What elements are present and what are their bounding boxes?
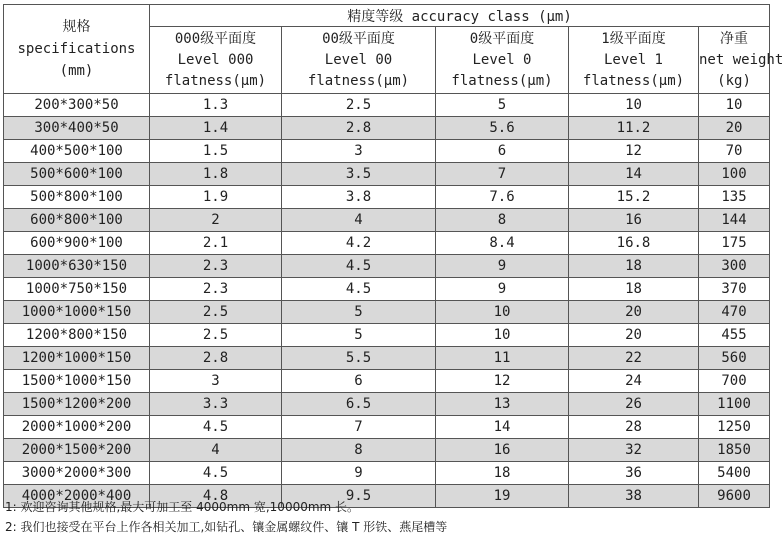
- footnote-1: 1: 欢迎咨询其他规格,最大可加工至 4000mm 宽,10000mm 长。: [5, 500, 360, 514]
- cell-level-000: 1.4: [150, 117, 282, 140]
- table-row: [4, 94, 770, 117]
- cell-level-000: 1.8: [150, 163, 282, 186]
- header-level-00-unit: flatness(μm): [307, 72, 410, 89]
- cell-level-000: 2.5: [150, 324, 282, 347]
- cell-weight: 560: [699, 347, 770, 370]
- cell-spec: 600*800*100: [4, 209, 150, 232]
- cell-spec: 3000*2000*300: [4, 462, 150, 485]
- table-row: [4, 209, 770, 232]
- table-row: [4, 439, 770, 462]
- header-level-000-unit: flatness(μm): [164, 72, 267, 89]
- header-spec-cn: 规格: [62, 19, 91, 35]
- header-weight-cn: 净重: [720, 30, 749, 47]
- cell-level-00: 9: [282, 462, 436, 485]
- table-row: [4, 186, 770, 209]
- table-row: [4, 324, 770, 347]
- header-spec-unit: (mm): [59, 63, 94, 79]
- cell-level-0: 19: [436, 485, 569, 508]
- cell-level-00: 4.2: [282, 232, 436, 255]
- cell-level-1: 12: [569, 140, 699, 163]
- cell-level-0: 5.6: [436, 117, 569, 140]
- table-row: [4, 117, 770, 140]
- header-level-000: [150, 27, 282, 94]
- cell-level-0: 12: [436, 370, 569, 393]
- cell-level-1: 24: [569, 370, 699, 393]
- cell-level-00: 5.5: [282, 347, 436, 370]
- table-row: [4, 462, 770, 485]
- footnote-2: 2: 我们也接受在平台上作各相关加工,如钻孔、镶金属螺纹件、镶 T 形铁、燕尾槽等: [5, 520, 448, 534]
- table-row: [4, 163, 770, 186]
- cell-level-0: 13: [436, 393, 569, 416]
- table-row: [4, 393, 770, 416]
- cell-level-00: 2.5: [282, 94, 436, 117]
- cell-level-000: 4: [150, 439, 282, 462]
- cell-level-000: 1.9: [150, 186, 282, 209]
- cell-level-000: 1.5: [150, 140, 282, 163]
- header-level-00-en: Level 00: [324, 51, 393, 68]
- header-level-000-cn: 000级平面度: [174, 30, 257, 47]
- cell-weight: 1250: [699, 416, 770, 439]
- cell-level-1: 14: [569, 163, 699, 186]
- cell-level-1: 22: [569, 347, 699, 370]
- cell-spec: 600*900*100: [4, 232, 150, 255]
- header-net-weight: [699, 27, 783, 94]
- cell-level-000: 2.5: [150, 301, 282, 324]
- header-level-00: [282, 27, 436, 94]
- header-level-1: [569, 27, 699, 94]
- cell-level-0: 8: [436, 209, 569, 232]
- cell-weight: 1100: [699, 393, 770, 416]
- cell-spec: 4000*2000*400: [4, 485, 150, 508]
- cell-level-1: 11.2: [569, 117, 699, 140]
- cell-level-00: 4.5: [282, 255, 436, 278]
- header-specifications: [4, 5, 150, 94]
- cell-spec: 1200*800*150: [4, 324, 150, 347]
- cell-level-0: 16: [436, 439, 569, 462]
- spec-table: [3, 4, 783, 508]
- header-level-0: [436, 27, 569, 94]
- cell-level-00: 6.5: [282, 393, 436, 416]
- cell-level-0: 10: [436, 301, 569, 324]
- cell-weight: 144: [699, 209, 770, 232]
- header-level-0-en: Level 0: [472, 51, 532, 68]
- cell-level-1: 36: [569, 462, 699, 485]
- cell-level-00: 2.8: [282, 117, 436, 140]
- cell-spec: 1500*1200*200: [4, 393, 150, 416]
- cell-level-1: 20: [569, 324, 699, 347]
- table-row: [4, 278, 770, 301]
- cell-spec: 500*800*100: [4, 186, 150, 209]
- header-accuracy-class: 精度等级 accuracy class (μm): [150, 5, 770, 27]
- cell-weight: 470: [699, 301, 770, 324]
- cell-weight: 135: [699, 186, 770, 209]
- cell-level-000: 4.5: [150, 462, 282, 485]
- cell-level-00: 3.5: [282, 163, 436, 186]
- cell-spec: 1000*1000*150: [4, 301, 150, 324]
- cell-level-1: 16.8: [569, 232, 699, 255]
- cell-spec: 2000*1000*200: [4, 416, 150, 439]
- cell-weight: 9600: [699, 485, 770, 508]
- cell-level-000: 2.3: [150, 255, 282, 278]
- cell-level-00: 5: [282, 324, 436, 347]
- cell-level-00: 8: [282, 439, 436, 462]
- header-level-0-cn: 0级平面度: [469, 30, 535, 47]
- header-weight-unit: (kg): [717, 72, 751, 89]
- cell-level-0: 8.4: [436, 232, 569, 255]
- cell-level-0: 18: [436, 462, 569, 485]
- cell-level-00: 7: [282, 416, 436, 439]
- cell-level-1: 28: [569, 416, 699, 439]
- header-level-000-en: Level 000: [177, 51, 254, 68]
- cell-level-00: 4: [282, 209, 436, 232]
- table-row: [4, 347, 770, 370]
- cell-level-00: 3.8: [282, 186, 436, 209]
- cell-weight: 70: [699, 140, 770, 163]
- header-level-00-cn: 00级平面度: [322, 30, 395, 47]
- cell-weight: 20: [699, 117, 770, 140]
- cell-level-000: 2.8: [150, 347, 282, 370]
- cell-spec: 2000*1500*200: [4, 439, 150, 462]
- cell-level-000: 4.5: [150, 416, 282, 439]
- spec-table-container: [3, 4, 783, 508]
- cell-level-000: 3: [150, 370, 282, 393]
- cell-level-0: 7: [436, 163, 569, 186]
- cell-weight: 10: [699, 94, 770, 117]
- cell-weight: 100: [699, 163, 770, 186]
- cell-weight: 370: [699, 278, 770, 301]
- cell-level-00: 5: [282, 301, 436, 324]
- cell-spec: 1200*1000*150: [4, 347, 150, 370]
- cell-level-000: 1.3: [150, 94, 282, 117]
- cell-level-00: 6: [282, 370, 436, 393]
- footnotes: [5, 497, 447, 537]
- cell-level-1: 18: [569, 255, 699, 278]
- cell-weight: 455: [699, 324, 770, 347]
- cell-level-1: 38: [569, 485, 699, 508]
- cell-level-000: 2.3: [150, 278, 282, 301]
- cell-level-00: 4.5: [282, 278, 436, 301]
- cell-level-00: 9.5: [282, 485, 436, 508]
- cell-level-1: 26: [569, 393, 699, 416]
- cell-weight: 5400: [699, 462, 770, 485]
- cell-level-0: 9: [436, 255, 569, 278]
- cell-spec: 200*300*50: [4, 94, 150, 117]
- header-level-1-en: Level 1: [603, 51, 663, 68]
- cell-weight: 700: [699, 370, 770, 393]
- header-spec-en: specifications: [17, 41, 136, 57]
- cell-weight: 175: [699, 232, 770, 255]
- table-row: [4, 416, 770, 439]
- cell-spec: 1000*750*150: [4, 278, 150, 301]
- header-level-1-cn: 1级平面度: [601, 30, 666, 47]
- cell-spec: 1000*630*150: [4, 255, 150, 278]
- cell-spec: 500*600*100: [4, 163, 150, 186]
- cell-level-0: 11: [436, 347, 569, 370]
- table-row: [4, 301, 770, 324]
- cell-level-0: 7.6: [436, 186, 569, 209]
- cell-level-000: 2.1: [150, 232, 282, 255]
- cell-level-1: 10: [569, 94, 699, 117]
- cell-level-0: 5: [436, 94, 569, 117]
- table-row: [4, 370, 770, 393]
- cell-level-1: 18: [569, 278, 699, 301]
- cell-level-1: 20: [569, 301, 699, 324]
- cell-level-00: 3: [282, 140, 436, 163]
- cell-spec: 1500*1000*150: [4, 370, 150, 393]
- cell-level-000: 4.8: [150, 485, 282, 508]
- header-weight-en: net weight: [699, 51, 783, 68]
- cell-level-1: 15.2: [569, 186, 699, 209]
- cell-level-0: 6: [436, 140, 569, 163]
- cell-level-1: 16: [569, 209, 699, 232]
- header-level-1-unit: flatness(μm): [582, 72, 685, 89]
- table-row: [4, 232, 770, 255]
- cell-weight: 1850: [699, 439, 770, 462]
- table-row: [4, 255, 770, 278]
- header-level-0-unit: flatness(μm): [451, 72, 553, 89]
- cell-level-0: 14: [436, 416, 569, 439]
- cell-level-0: 10: [436, 324, 569, 347]
- table-row: [4, 140, 770, 163]
- cell-level-000: 2: [150, 209, 282, 232]
- cell-spec: 400*500*100: [4, 140, 150, 163]
- cell-level-0: 9: [436, 278, 569, 301]
- cell-spec: 300*400*50: [4, 117, 150, 140]
- cell-level-000: 3.3: [150, 393, 282, 416]
- cell-level-1: 32: [569, 439, 699, 462]
- cell-weight: 300: [699, 255, 770, 278]
